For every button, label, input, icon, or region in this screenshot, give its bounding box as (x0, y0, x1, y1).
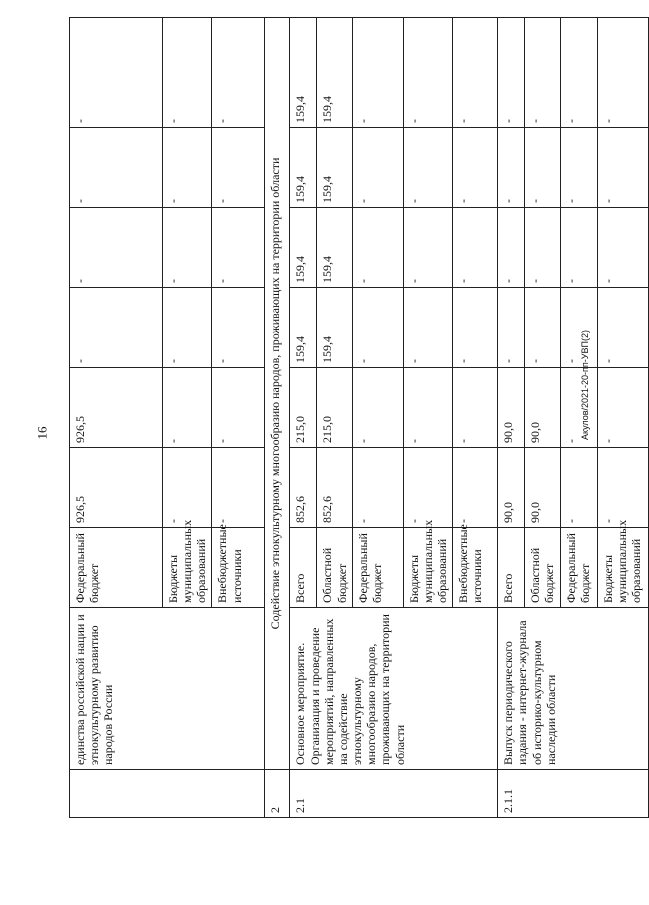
value-cell: 159,4 (290, 208, 317, 288)
funding-source-cell: Областной бюджет (525, 528, 560, 608)
value-cell: 159,4 (290, 18, 317, 128)
row-number-cell: 2.1.1 (498, 770, 648, 818)
value-cell: - (70, 18, 163, 128)
budget-table (69, 17, 649, 818)
value-cell: - (352, 18, 403, 128)
section-number-cell: 2 (265, 770, 290, 818)
value-cell: - (212, 448, 265, 528)
value-cell: - (498, 128, 525, 208)
value-cell: 90,0 (525, 448, 560, 528)
funding-source-cell: Всего (498, 528, 525, 608)
value-cell: - (403, 128, 452, 208)
funding-source-cell: Областной бюджет (317, 528, 352, 608)
value-cell: - (560, 448, 597, 528)
value-cell: - (453, 288, 498, 368)
row-number-cell: 2.1 (290, 770, 498, 818)
value-cell: 159,4 (317, 288, 352, 368)
value-cell: - (453, 208, 498, 288)
value-cell: - (597, 448, 648, 528)
value-cell: 159,4 (290, 288, 317, 368)
row-number-cell (70, 770, 265, 818)
value-cell: - (560, 18, 597, 128)
funding-source-cell: Внебюджетные источники (212, 528, 265, 608)
value-cell: - (453, 128, 498, 208)
value-cell: - (212, 208, 265, 288)
value-cell: - (163, 128, 212, 208)
value-cell: 215,0 (290, 368, 317, 448)
value-cell: 926,5 (70, 368, 163, 448)
value-cell: - (403, 18, 452, 128)
value-cell: - (525, 18, 560, 128)
value-cell: 159,4 (317, 18, 352, 128)
table-row (498, 18, 525, 818)
value-cell: - (352, 448, 403, 528)
value-cell: 90,0 (498, 368, 525, 448)
value-cell: 159,4 (317, 208, 352, 288)
value-cell: - (597, 128, 648, 208)
value-cell: - (560, 128, 597, 208)
value-cell: - (163, 208, 212, 288)
value-cell: 926,5 (70, 448, 163, 528)
value-cell: - (597, 288, 648, 368)
value-cell: - (212, 288, 265, 368)
value-cell: - (597, 18, 648, 128)
value-cell: - (70, 128, 163, 208)
value-cell: - (352, 128, 403, 208)
funding-source-cell: Федеральный бюджет (560, 528, 597, 608)
value-cell: 159,4 (317, 128, 352, 208)
value-cell: - (352, 288, 403, 368)
value-cell: - (163, 18, 212, 128)
value-cell: - (212, 18, 265, 128)
value-cell: 852,6 (317, 448, 352, 528)
value-cell: - (403, 288, 452, 368)
value-cell: - (403, 448, 452, 528)
funding-source-cell: Федеральный бюджет (70, 528, 163, 608)
value-cell: - (453, 448, 498, 528)
value-cell: - (70, 288, 163, 368)
value-cell: - (163, 368, 212, 448)
value-cell: 90,0 (525, 368, 560, 448)
activity-name-cell: Выпуск периодического издания - интернет-журнала об историко-культурном наследии области (498, 608, 648, 770)
table-row (70, 18, 163, 818)
value-cell: - (212, 368, 265, 448)
funding-source-cell: Бюджеты муниципальных образований (597, 528, 648, 608)
value-cell: - (453, 18, 498, 128)
value-cell: - (70, 208, 163, 288)
value-cell: - (352, 368, 403, 448)
value-cell: - (453, 368, 498, 448)
value-cell: - (525, 128, 560, 208)
funding-source-cell: Бюджеты муниципальных образований (163, 528, 212, 608)
value-cell: - (403, 208, 452, 288)
value-cell: - (525, 288, 560, 368)
value-cell: - (525, 208, 560, 288)
value-cell: - (212, 128, 265, 208)
section-title-cell: Содействие этнокультурному многообразию народов, проживающих на территории области (265, 18, 290, 770)
value-cell: - (560, 368, 597, 448)
value-cell: - (163, 288, 212, 368)
funding-source-cell: Внебюджетные источники (453, 528, 498, 608)
document-stamp: Акулов/2021-20-пп-УВП(2) (579, 330, 590, 440)
funding-source-cell: Всего (290, 528, 317, 608)
value-cell: - (498, 18, 525, 128)
value-cell: - (498, 288, 525, 368)
value-cell: 852,6 (290, 448, 317, 528)
value-cell: - (560, 208, 597, 288)
value-cell: 215,0 (317, 368, 352, 448)
value-cell: - (403, 368, 452, 448)
value-cell: - (597, 368, 648, 448)
value-cell: - (163, 448, 212, 528)
funding-source-cell: Федеральный бюджет (352, 528, 403, 608)
value-cell: 90,0 (498, 448, 525, 528)
activity-name-cell: единства российской нации и этнокультурному развитию народов России (70, 608, 265, 770)
value-cell: 159,4 (290, 128, 317, 208)
table-row (290, 18, 317, 818)
page-number: 16 (34, 426, 50, 440)
value-cell: - (498, 208, 525, 288)
value-cell: - (560, 288, 597, 368)
value-cell: - (597, 208, 648, 288)
value-cell: - (352, 208, 403, 288)
activity-name-cell: Основное мероприятие. Организация и проведение мероприятий, направленных на содействие этнокультурному многообразию народов, проживающих на территории области (290, 608, 498, 770)
funding-source-cell: Бюджеты муниципальных образований (403, 528, 452, 608)
section-row (265, 18, 290, 818)
